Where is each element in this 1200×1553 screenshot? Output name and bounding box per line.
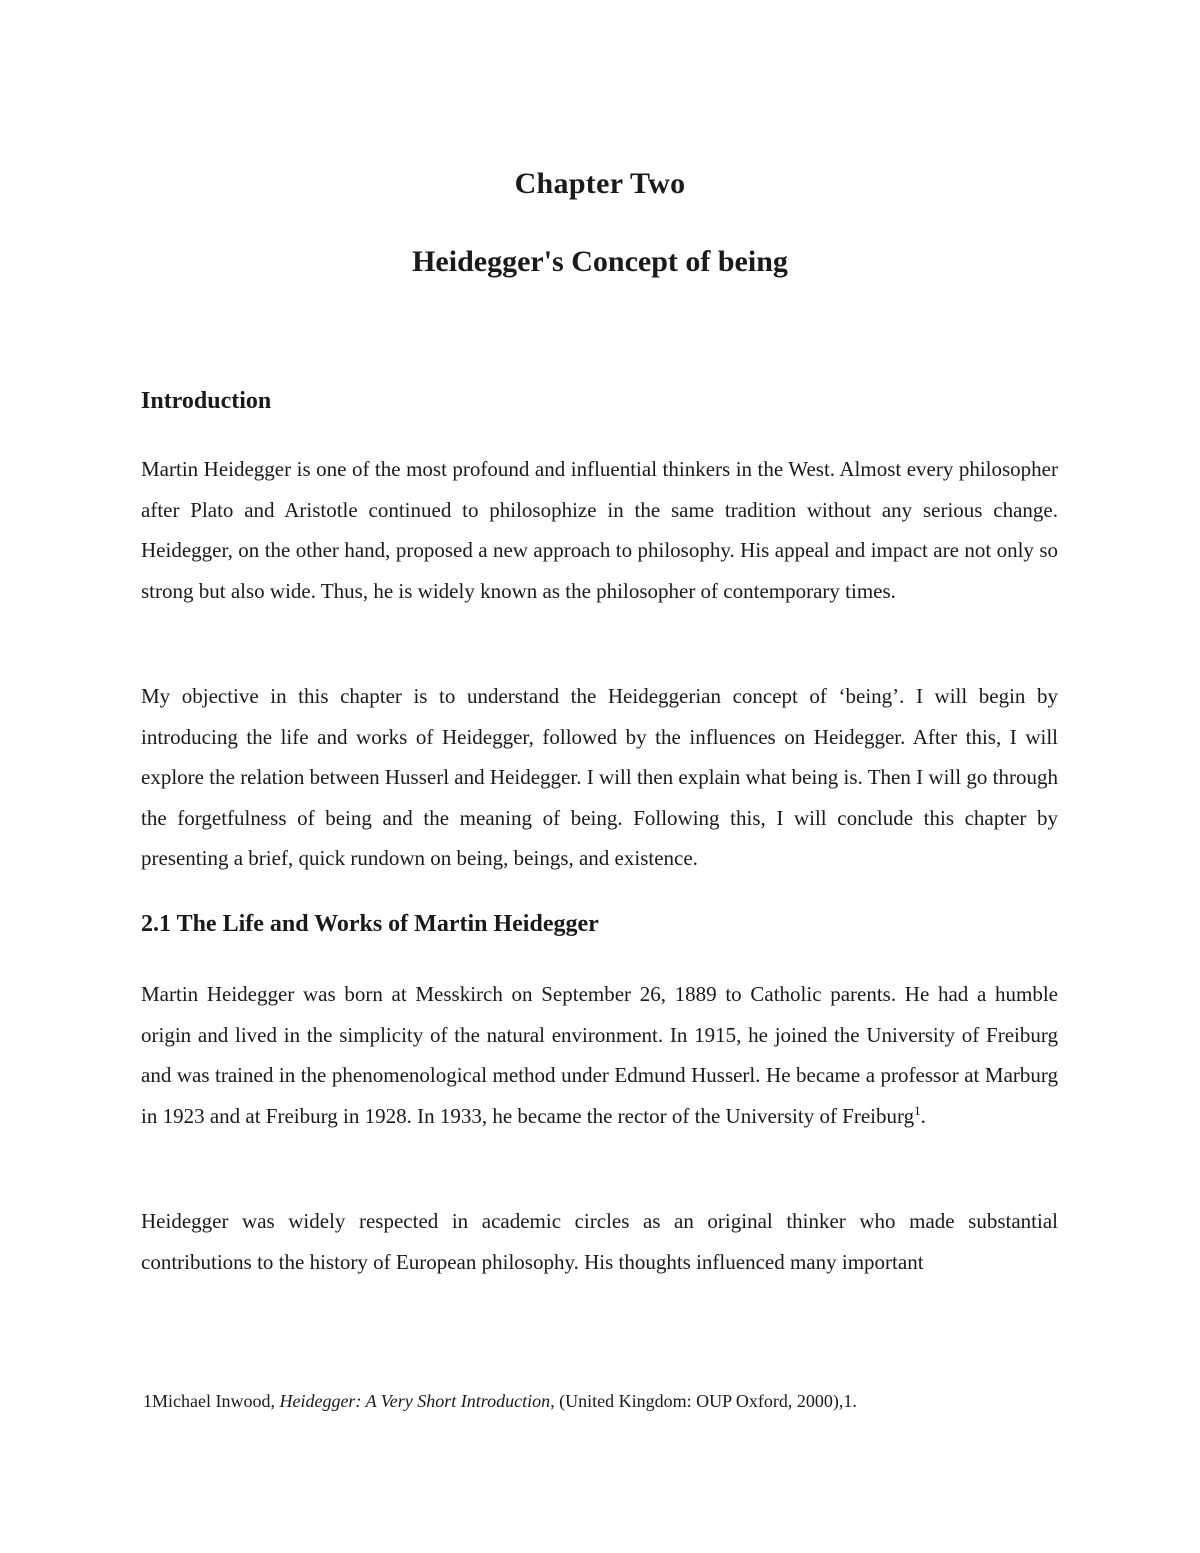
footnote-reference[interactable]: 1: [914, 1102, 921, 1118]
section-paragraph-2: Heidegger was widely respected in academic circles as an original thinker who made substantial contributions to the history of European philosophy. His thoughts influenced many important: [141, 1209, 1058, 1274]
introduction-paragraph-2: My objective in this chapter is to understand the Heideggerian concept of ‘being’. I will begin by introducing the life and works of Heidegger, followed by the influences on Heidegger. After this, I will explore the relation between Husserl and Heidegger. I will then explain what being is. Then I will go through the forgetfulness of being and the meaning of being. Following this, I will conclude this chapter by presenting a brief, quick rundown on being, beings, and existence.: [141, 684, 1058, 871]
footnote-publication: (United Kingdom: OUP Oxford, 2000),1.: [554, 1391, 857, 1411]
section-paragraph-1: [141, 974, 1058, 1136]
section-paragraph-1-end: .: [920, 1103, 926, 1128]
footnote-author: Michael Inwood,: [152, 1391, 280, 1411]
introduction-paragraph-1: Martin Heidegger is one of the most profound and influential thinkers in the West. Almost every philosopher after Plato and Aristotle continued to philosophize in the same tradition without any serious change. Heidegger, on the other hand, proposed a new approach to philosophy. His appeal and impact are not only so strong but also wide. Thus, he is widely known as the philosopher of contemporary times.: [141, 457, 1058, 603]
footnote: [143, 1388, 1143, 1414]
chapter-subtitle: Heidegger's Concept of being: [412, 245, 788, 278]
introduction-heading: Introduction: [141, 388, 272, 414]
footnote-book-title: Heidegger: A Very Short Introduction,: [279, 1391, 555, 1411]
footnote-number: 1: [143, 1391, 152, 1411]
section-heading-2-1: 2.1 The Life and Works of Martin Heidegger: [141, 911, 599, 937]
chapter-title: Chapter Two: [514, 167, 686, 200]
section-paragraph-1-text: Martin Heidegger was born at Messkirch on September 26, 1889 to Catholic parents. He had a humble origin and lived in the simplicity of the natural environment. In 1915, he joined the University of Freiburg and was trained in the phenomenological method under Edmund Husserl. He became a professor at Marburg in 1923 and at Freiburg in 1928. In 1933, he became the rector of the University of Freiburg: [141, 982, 1058, 1128]
